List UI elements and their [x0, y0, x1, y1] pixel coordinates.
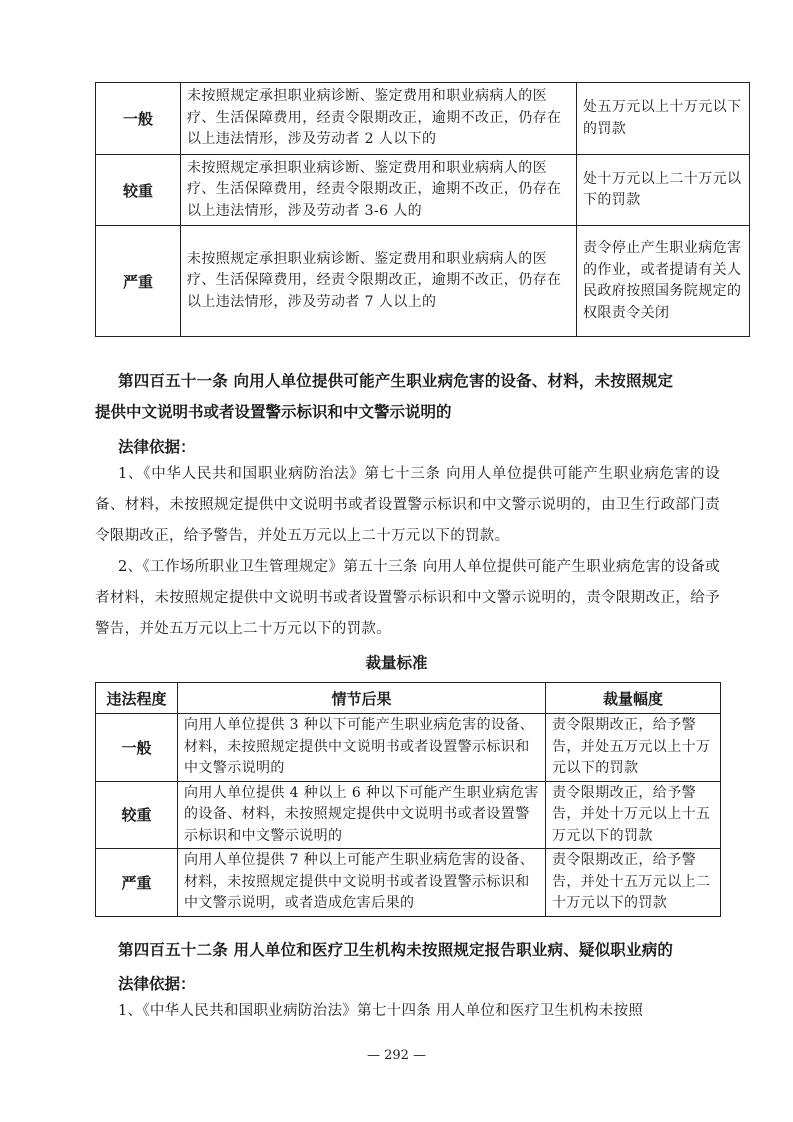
- level-cell: 严重: [96, 849, 178, 917]
- circumstance-cell: 未按照规定承担职业病诊断、鉴定费用和职业病病人的医疗、生活保障费用，经责令限期改正，逾期不改正，仍存在以上违法情形，涉及劳动者 3-6 人的: [181, 155, 577, 226]
- legal-basis-paragraph: 2、《工作场所职业卫生管理规定》第五十三条 向用人单位提供可能产生职业病危害的设备或者材料，未按照规定提供中文说明书或者设置警示标识和中文警示说明的，责令限期改正，给予警告，并处五万元以上二十万元以下的罚款。: [95, 559, 720, 637]
- penalty-cell: 责令限期改正，给予警告，并处十五万元以上二十万元以下的罚款: [546, 849, 721, 917]
- page-number: — 292 —: [366, 1048, 427, 1063]
- column-header: 情节后果: [178, 683, 546, 714]
- table-row: [96, 849, 721, 917]
- circumstance-cell: 未按照规定承担职业病诊断、鉴定费用和职业病病人的医疗、生活保障费用，经责令限期改正，逾期不改正，仍存在以上违法情形，涉及劳动者 7 人以上的: [181, 226, 577, 337]
- circumstance-cell: 向用人单位提供 3 种以下可能产生职业病危害的设备、材料，未按照规定提供中文说明书或者设置警示标识和中文警示说明的: [178, 714, 546, 782]
- legal-basis-label: 法律依据：: [118, 975, 196, 993]
- penalty-cell: 责令停止产生职业病危害的作业，或者提请有关人民政府按照国务院规定的权限责令关闭: [577, 226, 750, 337]
- discretion-table: [95, 682, 721, 917]
- legal-basis-label: 法律依据：: [118, 438, 196, 456]
- table-row: [96, 714, 721, 782]
- level-cell: 较重: [96, 781, 178, 849]
- table-row: [96, 155, 750, 226]
- column-header: 违法程度: [96, 683, 178, 714]
- table-row: [96, 83, 750, 155]
- table-header-row: [96, 683, 721, 714]
- level-cell: 较重: [96, 155, 181, 226]
- discretion-table-top: [95, 82, 750, 337]
- circumstance-cell: 未按照规定承担职业病诊断、鉴定费用和职业病病人的医疗、生活保障费用，经责令限期改正，逾期不改正，仍存在以上违法情形，涉及劳动者 2 人以下的: [181, 83, 577, 155]
- standard-title: 裁量标准: [365, 654, 428, 672]
- column-header: 裁量幅度: [546, 683, 721, 714]
- circumstance-cell: 向用人单位提供 7 种以上可能产生职业病危害的设备、材料，未按照规定提供中文说明书或者设置警示标识和中文警示说明，或者造成危害后果的: [178, 849, 546, 917]
- level-cell: 一般: [96, 714, 178, 782]
- level-cell: 一般: [96, 83, 181, 155]
- article-title: 第四百五十一条 向用人单位提供可能产生职业病危害的设备、材料，未按照规定: [118, 372, 674, 390]
- legal-basis-paragraph: 1、《中华人民共和国职业病防治法》第七十三条 向用人单位提供可能产生职业病危害的设备、材料，未按照规定提供中文说明书或者设置警示标识和中文警示说明的，由卫生行政部门责令限期改正，给予警告，并处五万元以上二十万元以下的罚款。: [95, 466, 720, 544]
- circumstance-cell: 向用人单位提供 4 种以上 6 种以下可能产生职业病危害的设备、材料，未按照规定提供中文说明书或者设置警示标识和中文警示说明的: [178, 781, 546, 849]
- penalty-cell: 处五万元以上十万元以下的罚款: [577, 83, 750, 155]
- legal-basis-paragraph: 1、《中华人民共和国职业病防治法》第七十四条 用人单位和医疗卫生机构未按照: [118, 1003, 644, 1019]
- table-row: [96, 226, 750, 337]
- penalty-cell: 处十万元以上二十万元以下的罚款: [577, 155, 750, 226]
- table-row: [96, 781, 721, 849]
- penalty-cell: 责令限期改正，给予警告，并处五万元以上十万元以下的罚款: [546, 714, 721, 782]
- level-cell: 严重: [96, 226, 181, 337]
- penalty-cell: 责令限期改正，给予警告，并处十万元以上十五万元以下的罚款: [546, 781, 721, 849]
- article-title: 第四百五十二条 用人单位和医疗卫生机构未按照规定报告职业病、疑似职业病的: [118, 941, 674, 959]
- article-title-continued: 提供中文说明书或者设置警示标识和中文警示说明的: [95, 403, 452, 421]
